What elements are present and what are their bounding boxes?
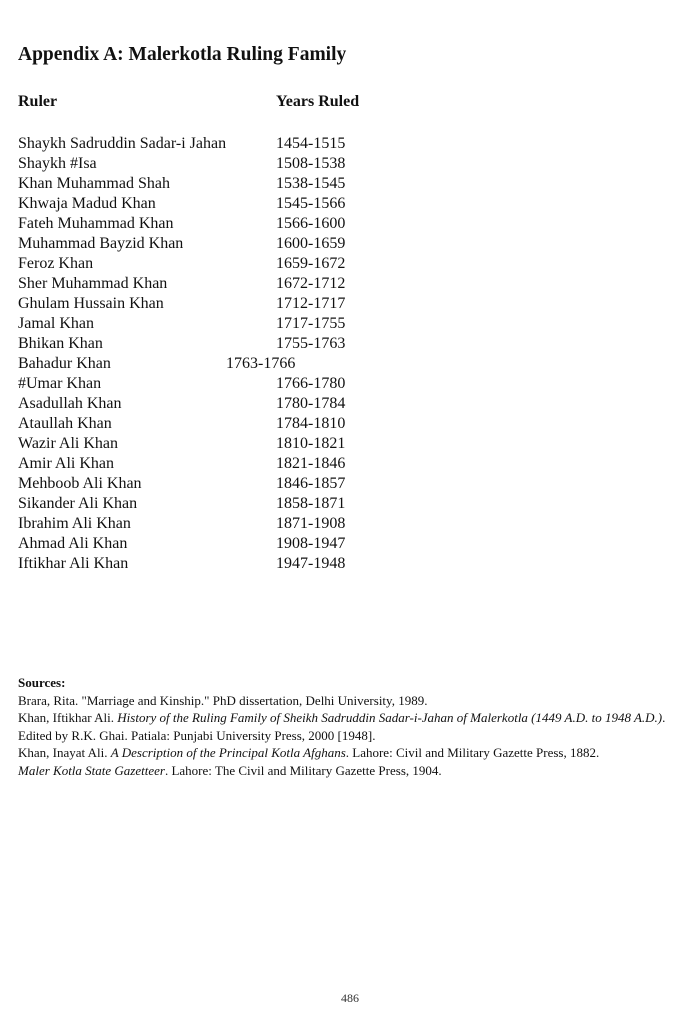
sources-section [18, 674, 678, 779]
ruler-row [18, 234, 418, 254]
ruler-row [18, 554, 418, 574]
ruler-name: Wazir Ali Khan [18, 435, 119, 452]
ruler-name: Bahadur Khan [18, 355, 111, 372]
source-title: History of the Ruling Family of Sheikh Sadruddin Sadar-i-Jahan of Malerkotla (1449 A.D. to 1948 A.D.) [117, 710, 663, 725]
ruler-years: 1871-1908 [276, 515, 346, 532]
ruler-row [18, 274, 418, 294]
ruler-row [18, 494, 418, 514]
ruler-years: 1784-1810 [276, 415, 346, 432]
ruler-years: 1858-1871 [276, 495, 346, 512]
ruler-years: 1947-1948 [276, 555, 346, 572]
ruler-years: 1538-1545 [276, 175, 346, 192]
ruler-row [18, 454, 418, 474]
years-ruled-column-header: Years Ruled [276, 93, 360, 110]
ruler-name: Mehboob Ali Khan [18, 475, 142, 492]
page-number: 486 [341, 991, 359, 1005]
ruler-row [18, 534, 418, 554]
ruler-row [18, 434, 418, 454]
source-entry [18, 762, 678, 780]
ruler-years: 1763-1766 [226, 355, 296, 372]
ruler-years: 1908-1947 [276, 535, 346, 552]
ruler-years: 1755-1763 [276, 335, 346, 352]
ruler-years: 1766-1780 [276, 375, 346, 392]
ruler-name: Khwaja Madud Khan [18, 195, 156, 212]
ruler-years: 1659-1672 [276, 255, 346, 272]
ruler-row [18, 314, 418, 334]
ruler-row [18, 194, 418, 214]
source-text: . Lahore: Civil and Military Gazette Press, 1882. [345, 745, 600, 760]
ruler-row [18, 214, 418, 234]
ruler-years: 1717-1755 [276, 315, 346, 332]
ruler-name: Ataullah Khan [18, 415, 112, 432]
ruler-row [18, 294, 418, 314]
ruler-row [18, 354, 418, 374]
ruler-name: Fateh Muhammad Khan [18, 215, 174, 232]
ruler-years: 1810-1821 [276, 435, 346, 452]
ruler-row [18, 474, 418, 494]
ruler-years: 1545-1566 [276, 195, 346, 212]
source-text: . Edited by R.K. Ghai. Patiala: Punjabi University Press, 2000 [1948]. [18, 710, 666, 743]
ruler-row [18, 254, 418, 274]
ruler-row [18, 134, 418, 154]
ruler-row [18, 334, 418, 354]
ruler-name: Iftikhar Ali Khan [18, 555, 129, 572]
ruler-name: Feroz Khan [18, 255, 94, 272]
ruler-row [18, 154, 418, 174]
ruler-years: 1780-1784 [276, 395, 346, 412]
ruler-name: Jamal Khan [18, 315, 94, 332]
source-entry [18, 744, 678, 762]
source-title: Maler Kotla State Gazetteer [18, 762, 165, 778]
ruler-row [18, 174, 418, 194]
ruler-column-header: Ruler [18, 93, 58, 110]
sources-heading: Sources: [18, 675, 66, 690]
rulers-list [18, 134, 418, 574]
ruler-name: Muhammad Bayzid Khan [18, 235, 184, 252]
source-entry [18, 709, 678, 744]
page-title: Appendix A: Malerkotla Ruling Family [18, 44, 347, 65]
ruler-name: Shaykh Sadruddin Sadar-i Jahan [18, 135, 227, 152]
ruler-row [18, 514, 418, 534]
ruler-years: 1600-1659 [276, 235, 346, 252]
source-text: Khan, Inayat Ali. [18, 745, 111, 760]
source-text: Khan, Iftikhar Ali. [18, 710, 118, 725]
ruler-years: 1508-1538 [276, 155, 346, 172]
ruler-name: Shaykh #Isa [18, 155, 97, 172]
ruler-name: Asadullah Khan [18, 395, 122, 412]
ruler-name: Sher Muhammad Khan [18, 275, 168, 292]
ruler-name: Sikander Ali Khan [18, 495, 138, 512]
source-entry [18, 692, 678, 710]
ruler-row [18, 394, 418, 414]
ruler-row [18, 414, 418, 434]
ruler-years: 1846-1857 [276, 475, 346, 492]
ruler-name: Ibrahim Ali Khan [18, 515, 131, 532]
ruler-name: Ghulam Hussain Khan [18, 295, 164, 312]
ruler-years: 1821-1846 [276, 455, 346, 472]
ruler-name: Khan Muhammad Shah [18, 175, 170, 192]
source-text: Brara, Rita. "Marriage and Kinship." PhD dissertation, Delhi University, 1989. [18, 692, 428, 708]
source-text: . Lahore: The Civil and Military Gazette Press, 1904. [164, 762, 442, 778]
ruler-name: #Umar Khan [18, 375, 102, 392]
source-title: A Description of the Principal Kotla Afghans [110, 745, 346, 760]
ruler-row [18, 374, 418, 394]
ruler-name: Bhikan Khan [18, 335, 103, 352]
ruler-years: 1454-1515 [276, 135, 346, 152]
ruler-years: 1712-1717 [276, 295, 346, 312]
ruler-name: Ahmad Ali Khan [18, 535, 128, 552]
ruler-years: 1566-1600 [276, 215, 346, 232]
ruler-years: 1672-1712 [276, 275, 346, 292]
ruler-name: Amir Ali Khan [18, 455, 114, 472]
